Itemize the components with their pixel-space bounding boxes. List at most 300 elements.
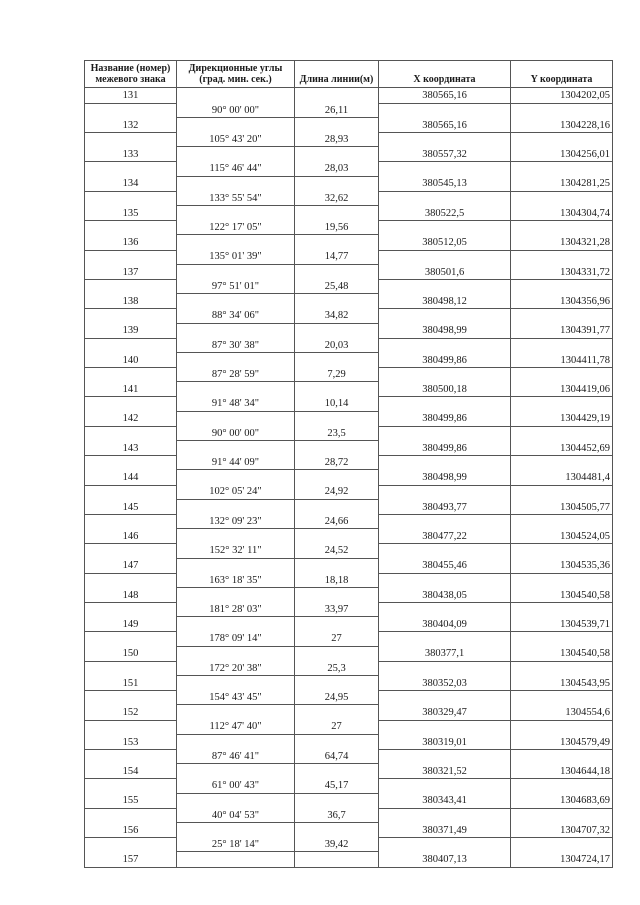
table-row bbox=[85, 352, 613, 367]
table-row bbox=[85, 221, 613, 235]
y-coordinate: 1304524,05 bbox=[511, 529, 613, 544]
empty-cell bbox=[511, 162, 613, 176]
table-row bbox=[85, 838, 613, 852]
point-name: 153 bbox=[85, 734, 177, 749]
x-coordinate: 380455,46 bbox=[379, 558, 511, 573]
direction-angle: 154° 43' 45" bbox=[177, 691, 295, 705]
empty-cell bbox=[177, 88, 295, 104]
empty-cell bbox=[511, 838, 613, 852]
y-coordinate: 1304707,32 bbox=[511, 822, 613, 837]
x-coordinate: 380477,22 bbox=[379, 529, 511, 544]
table-row bbox=[85, 779, 613, 793]
point-name: 143 bbox=[85, 441, 177, 456]
table-row bbox=[85, 514, 613, 528]
empty-cell bbox=[379, 279, 511, 293]
empty-cell bbox=[85, 779, 177, 793]
point-name: 157 bbox=[85, 852, 177, 868]
empty-cell bbox=[511, 808, 613, 822]
line-length: 33,97 bbox=[295, 603, 379, 617]
line-length: 34,82 bbox=[295, 309, 379, 323]
line-length: 27 bbox=[295, 632, 379, 646]
y-coordinate: 1304683,69 bbox=[511, 793, 613, 808]
empty-cell bbox=[295, 822, 379, 837]
point-name: 142 bbox=[85, 411, 177, 426]
table-row bbox=[85, 338, 613, 352]
empty-cell bbox=[511, 691, 613, 705]
table-row bbox=[85, 279, 613, 293]
direction-angle: 178° 09' 14" bbox=[177, 632, 295, 646]
empty-cell bbox=[85, 162, 177, 176]
direction-angle: 105° 43' 20" bbox=[177, 133, 295, 147]
empty-cell bbox=[295, 117, 379, 132]
x-coordinate: 380501,6 bbox=[379, 264, 511, 279]
x-coordinate: 380371,49 bbox=[379, 822, 511, 837]
empty-cell bbox=[511, 603, 613, 617]
empty-cell bbox=[85, 720, 177, 734]
x-coordinate: 380319,01 bbox=[379, 734, 511, 749]
empty-cell bbox=[379, 544, 511, 558]
empty-cell bbox=[177, 441, 295, 456]
table-row bbox=[85, 456, 613, 470]
line-length: 24,95 bbox=[295, 691, 379, 705]
x-coordinate: 380512,05 bbox=[379, 235, 511, 250]
empty-cell bbox=[511, 221, 613, 235]
empty-cell bbox=[85, 749, 177, 763]
table-row bbox=[85, 603, 613, 617]
empty-cell bbox=[295, 441, 379, 456]
empty-cell bbox=[295, 235, 379, 250]
line-length: 14,77 bbox=[295, 250, 379, 264]
table-row bbox=[85, 117, 613, 132]
empty-cell bbox=[85, 368, 177, 382]
empty-cell bbox=[177, 235, 295, 250]
table-row bbox=[85, 411, 613, 426]
empty-cell bbox=[85, 573, 177, 587]
empty-cell bbox=[85, 485, 177, 499]
direction-angle: 115° 46' 44" bbox=[177, 162, 295, 176]
table-row bbox=[85, 661, 613, 675]
direction-angle: 172° 20' 38" bbox=[177, 661, 295, 675]
y-coordinate: 1304579,49 bbox=[511, 734, 613, 749]
point-name: 145 bbox=[85, 499, 177, 514]
empty-cell bbox=[85, 221, 177, 235]
empty-cell bbox=[379, 632, 511, 646]
empty-cell bbox=[511, 133, 613, 147]
empty-cell bbox=[379, 485, 511, 499]
empty-cell bbox=[177, 206, 295, 221]
table-row bbox=[85, 852, 613, 868]
y-coordinate: 1304411,78 bbox=[511, 352, 613, 367]
empty-cell bbox=[295, 499, 379, 514]
point-name: 151 bbox=[85, 676, 177, 691]
empty-cell bbox=[85, 808, 177, 822]
empty-cell bbox=[379, 162, 511, 176]
table-row bbox=[85, 691, 613, 705]
empty-cell bbox=[85, 544, 177, 558]
empty-cell bbox=[511, 250, 613, 264]
empty-cell bbox=[379, 133, 511, 147]
empty-cell bbox=[177, 382, 295, 397]
y-coordinate: 1304356,96 bbox=[511, 294, 613, 309]
empty-cell bbox=[85, 309, 177, 323]
table-row bbox=[85, 368, 613, 382]
table-row bbox=[85, 632, 613, 646]
empty-cell bbox=[379, 838, 511, 852]
x-coordinate: 380499,86 bbox=[379, 441, 511, 456]
empty-cell bbox=[295, 793, 379, 808]
x-coordinate: 380493,77 bbox=[379, 499, 511, 514]
table-row bbox=[85, 808, 613, 822]
empty-cell bbox=[177, 676, 295, 691]
empty-cell bbox=[379, 426, 511, 440]
table-row bbox=[85, 426, 613, 440]
empty-cell bbox=[379, 250, 511, 264]
empty-cell bbox=[177, 264, 295, 279]
point-name: 141 bbox=[85, 382, 177, 397]
y-coordinate: 1304228,16 bbox=[511, 117, 613, 132]
direction-angle: 135° 01' 39" bbox=[177, 250, 295, 264]
table-row bbox=[85, 720, 613, 734]
empty-cell bbox=[295, 705, 379, 720]
point-name: 134 bbox=[85, 176, 177, 191]
direction-angle: 102° 05' 24" bbox=[177, 485, 295, 499]
line-length: 19,56 bbox=[295, 221, 379, 235]
x-coordinate: 380404,09 bbox=[379, 617, 511, 632]
header-x: X координата bbox=[379, 61, 511, 88]
line-length: 10,14 bbox=[295, 397, 379, 411]
table-row bbox=[85, 734, 613, 749]
empty-cell bbox=[177, 617, 295, 632]
table-row bbox=[85, 191, 613, 205]
table-row bbox=[85, 133, 613, 147]
table-row bbox=[85, 309, 613, 323]
table-row bbox=[85, 587, 613, 602]
point-name: 155 bbox=[85, 793, 177, 808]
empty-cell bbox=[379, 221, 511, 235]
empty-cell bbox=[511, 103, 613, 117]
empty-cell bbox=[511, 338, 613, 352]
direction-angle: 61° 00' 43" bbox=[177, 779, 295, 793]
empty-cell bbox=[85, 456, 177, 470]
empty-cell bbox=[511, 632, 613, 646]
empty-cell bbox=[511, 661, 613, 675]
empty-cell bbox=[511, 279, 613, 293]
empty-cell bbox=[379, 397, 511, 411]
table-row bbox=[85, 441, 613, 456]
empty-cell bbox=[177, 470, 295, 485]
x-coordinate: 380498,12 bbox=[379, 294, 511, 309]
empty-cell bbox=[295, 147, 379, 162]
point-name: 140 bbox=[85, 352, 177, 367]
table-row bbox=[85, 103, 613, 117]
empty-cell bbox=[511, 368, 613, 382]
direction-angle: 122° 17' 05" bbox=[177, 221, 295, 235]
line-length: 28,03 bbox=[295, 162, 379, 176]
table-row bbox=[85, 749, 613, 763]
empty-cell bbox=[295, 470, 379, 485]
table-row bbox=[85, 529, 613, 544]
empty-cell bbox=[177, 852, 295, 868]
direction-angle: 87° 46' 41" bbox=[177, 749, 295, 763]
empty-cell bbox=[511, 573, 613, 587]
empty-cell bbox=[511, 779, 613, 793]
direction-angle: 90° 00' 00" bbox=[177, 426, 295, 440]
y-coordinate: 1304644,18 bbox=[511, 764, 613, 779]
x-coordinate: 380343,41 bbox=[379, 793, 511, 808]
table-row bbox=[85, 822, 613, 837]
empty-cell bbox=[295, 411, 379, 426]
y-coordinate: 1304540,58 bbox=[511, 646, 613, 661]
line-length: 28,72 bbox=[295, 456, 379, 470]
empty-cell bbox=[295, 88, 379, 104]
table-row bbox=[85, 793, 613, 808]
table-row bbox=[85, 558, 613, 573]
x-coordinate: 380557,32 bbox=[379, 147, 511, 162]
empty-cell bbox=[379, 573, 511, 587]
y-coordinate: 1304281,25 bbox=[511, 176, 613, 191]
empty-cell bbox=[177, 822, 295, 837]
point-name: 156 bbox=[85, 822, 177, 837]
line-length: 28,93 bbox=[295, 133, 379, 147]
table-row bbox=[85, 499, 613, 514]
x-coordinate: 380499,86 bbox=[379, 411, 511, 426]
empty-cell bbox=[295, 352, 379, 367]
empty-cell bbox=[379, 103, 511, 117]
table-row bbox=[85, 250, 613, 264]
direction-angle: 112° 47' 40" bbox=[177, 720, 295, 734]
direction-angle: 40° 04' 53" bbox=[177, 808, 295, 822]
empty-cell bbox=[177, 529, 295, 544]
empty-cell bbox=[85, 250, 177, 264]
line-length: 36,7 bbox=[295, 808, 379, 822]
y-coordinate: 1304391,77 bbox=[511, 323, 613, 338]
empty-cell bbox=[379, 691, 511, 705]
empty-cell bbox=[85, 632, 177, 646]
empty-cell bbox=[379, 779, 511, 793]
line-length: 7,29 bbox=[295, 368, 379, 382]
table-row bbox=[85, 470, 613, 485]
y-coordinate: 1304505,77 bbox=[511, 499, 613, 514]
x-coordinate: 380352,03 bbox=[379, 676, 511, 691]
header-angle: Дирекционные углы (град. мин. сек.) bbox=[177, 61, 295, 88]
table-row bbox=[85, 235, 613, 250]
empty-cell bbox=[511, 426, 613, 440]
direction-angle: 97° 51' 01" bbox=[177, 279, 295, 293]
x-coordinate: 380407,13 bbox=[379, 852, 511, 868]
line-length: 18,18 bbox=[295, 573, 379, 587]
table-row bbox=[85, 176, 613, 191]
line-length: 45,17 bbox=[295, 779, 379, 793]
empty-cell bbox=[379, 191, 511, 205]
direction-angle: 87° 30' 38" bbox=[177, 338, 295, 352]
header-length: Длина линии(м) bbox=[295, 61, 379, 88]
y-coordinate: 1304554,6 bbox=[511, 705, 613, 720]
y-coordinate: 1304724,17 bbox=[511, 852, 613, 868]
x-coordinate: 380565,16 bbox=[379, 88, 511, 104]
empty-cell bbox=[295, 382, 379, 397]
empty-cell bbox=[295, 587, 379, 602]
empty-cell bbox=[295, 852, 379, 868]
table-row bbox=[85, 617, 613, 632]
direction-angle: 91° 48' 34" bbox=[177, 397, 295, 411]
point-name: 148 bbox=[85, 587, 177, 602]
empty-cell bbox=[379, 338, 511, 352]
y-coordinate: 1304540,58 bbox=[511, 587, 613, 602]
x-coordinate: 380499,86 bbox=[379, 352, 511, 367]
empty-cell bbox=[295, 676, 379, 691]
x-coordinate: 380500,18 bbox=[379, 382, 511, 397]
empty-cell bbox=[379, 603, 511, 617]
empty-cell bbox=[85, 426, 177, 440]
empty-cell bbox=[85, 103, 177, 117]
point-name: 150 bbox=[85, 646, 177, 661]
empty-cell bbox=[511, 191, 613, 205]
direction-angle: 88° 34' 06" bbox=[177, 309, 295, 323]
y-coordinate: 1304256,01 bbox=[511, 147, 613, 162]
x-coordinate: 380522,5 bbox=[379, 206, 511, 221]
empty-cell bbox=[379, 661, 511, 675]
empty-cell bbox=[85, 133, 177, 147]
x-coordinate: 380565,16 bbox=[379, 117, 511, 132]
line-length: 39,42 bbox=[295, 838, 379, 852]
direction-angle: 25° 18' 14" bbox=[177, 838, 295, 852]
empty-cell bbox=[177, 764, 295, 779]
table-row bbox=[85, 573, 613, 587]
empty-cell bbox=[379, 720, 511, 734]
empty-cell bbox=[511, 456, 613, 470]
empty-cell bbox=[177, 117, 295, 132]
empty-cell bbox=[379, 456, 511, 470]
empty-cell bbox=[379, 749, 511, 763]
line-length: 27 bbox=[295, 720, 379, 734]
direction-angle: 181° 28' 03" bbox=[177, 603, 295, 617]
empty-cell bbox=[511, 544, 613, 558]
table-row bbox=[85, 676, 613, 691]
y-coordinate: 1304481,4 bbox=[511, 470, 613, 485]
direction-angle: 132° 09' 23" bbox=[177, 514, 295, 528]
direction-angle: 163° 18' 35" bbox=[177, 573, 295, 587]
point-name: 131 bbox=[85, 88, 177, 104]
point-name: 139 bbox=[85, 323, 177, 338]
x-coordinate: 380498,99 bbox=[379, 470, 511, 485]
empty-cell bbox=[511, 720, 613, 734]
x-coordinate: 380438,05 bbox=[379, 587, 511, 602]
empty-cell bbox=[511, 397, 613, 411]
empty-cell bbox=[511, 309, 613, 323]
empty-cell bbox=[177, 323, 295, 338]
y-coordinate: 1304419,06 bbox=[511, 382, 613, 397]
empty-cell bbox=[295, 617, 379, 632]
line-length: 24,92 bbox=[295, 485, 379, 499]
point-name: 152 bbox=[85, 705, 177, 720]
empty-cell bbox=[85, 338, 177, 352]
table-row bbox=[85, 147, 613, 162]
direction-angle: 87° 28' 59" bbox=[177, 368, 295, 382]
line-length: 23,5 bbox=[295, 426, 379, 440]
table-row bbox=[85, 764, 613, 779]
table-row bbox=[85, 485, 613, 499]
header-name: Название (номер) межевого знака bbox=[85, 61, 177, 88]
table-row bbox=[85, 162, 613, 176]
table-row bbox=[85, 544, 613, 558]
table-row bbox=[85, 705, 613, 720]
empty-cell bbox=[295, 646, 379, 661]
point-name: 147 bbox=[85, 558, 177, 573]
empty-cell bbox=[177, 411, 295, 426]
table-row bbox=[85, 264, 613, 279]
empty-cell bbox=[379, 514, 511, 528]
y-coordinate: 1304304,74 bbox=[511, 206, 613, 221]
empty-cell bbox=[177, 734, 295, 749]
table-header-row bbox=[85, 61, 613, 88]
table-row bbox=[85, 294, 613, 309]
empty-cell bbox=[295, 264, 379, 279]
empty-cell bbox=[295, 323, 379, 338]
point-name: 136 bbox=[85, 235, 177, 250]
point-name: 132 bbox=[85, 117, 177, 132]
empty-cell bbox=[177, 352, 295, 367]
empty-cell bbox=[85, 514, 177, 528]
empty-cell bbox=[177, 793, 295, 808]
line-length: 32,62 bbox=[295, 191, 379, 205]
empty-cell bbox=[511, 514, 613, 528]
point-name: 144 bbox=[85, 470, 177, 485]
empty-cell bbox=[295, 558, 379, 573]
empty-cell bbox=[295, 734, 379, 749]
y-coordinate: 1304321,28 bbox=[511, 235, 613, 250]
table-row bbox=[85, 206, 613, 221]
line-length: 24,52 bbox=[295, 544, 379, 558]
point-name: 138 bbox=[85, 294, 177, 309]
empty-cell bbox=[177, 294, 295, 309]
direction-angle: 152° 32' 11" bbox=[177, 544, 295, 558]
empty-cell bbox=[85, 603, 177, 617]
y-coordinate: 1304539,71 bbox=[511, 617, 613, 632]
line-length: 24,66 bbox=[295, 514, 379, 528]
line-length: 25,48 bbox=[295, 279, 379, 293]
empty-cell bbox=[295, 206, 379, 221]
x-coordinate: 380377,1 bbox=[379, 646, 511, 661]
empty-cell bbox=[511, 485, 613, 499]
empty-cell bbox=[295, 764, 379, 779]
coordinates-table bbox=[84, 60, 613, 868]
empty-cell bbox=[177, 646, 295, 661]
empty-cell bbox=[379, 309, 511, 323]
y-coordinate: 1304331,72 bbox=[511, 264, 613, 279]
x-coordinate: 380498,99 bbox=[379, 323, 511, 338]
empty-cell bbox=[85, 691, 177, 705]
empty-cell bbox=[295, 294, 379, 309]
table-row bbox=[85, 646, 613, 661]
line-length: 25,3 bbox=[295, 661, 379, 675]
line-length: 64,74 bbox=[295, 749, 379, 763]
y-coordinate: 1304543,95 bbox=[511, 676, 613, 691]
direction-angle: 133° 55' 54" bbox=[177, 191, 295, 205]
empty-cell bbox=[379, 368, 511, 382]
empty-cell bbox=[295, 529, 379, 544]
empty-cell bbox=[85, 661, 177, 675]
table-row bbox=[85, 88, 613, 104]
empty-cell bbox=[177, 499, 295, 514]
y-coordinate: 1304535,36 bbox=[511, 558, 613, 573]
line-length: 26,11 bbox=[295, 103, 379, 117]
empty-cell bbox=[295, 176, 379, 191]
y-coordinate: 1304429,19 bbox=[511, 411, 613, 426]
table-body bbox=[85, 88, 613, 868]
empty-cell bbox=[85, 191, 177, 205]
point-name: 133 bbox=[85, 147, 177, 162]
point-name: 137 bbox=[85, 264, 177, 279]
